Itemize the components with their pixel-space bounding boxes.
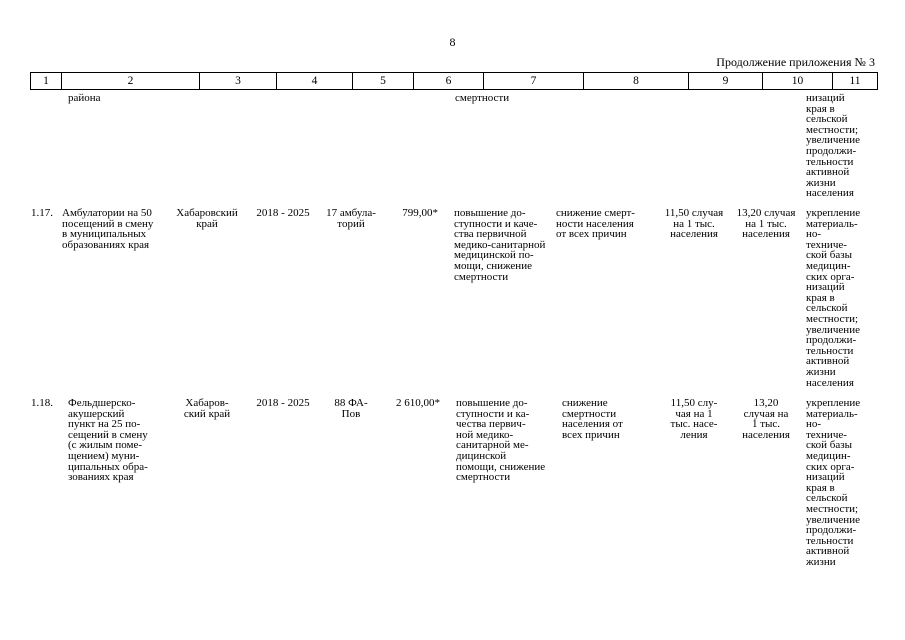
period: 2018 - 2025 [256, 207, 310, 219]
base-value: 11,50 слу- чая на 1 тыс. насе- ления [670, 397, 718, 441]
header-col-11: 11 [832, 73, 877, 89]
cost: 799,00* [402, 207, 438, 219]
header-col-10: 10 [762, 73, 832, 89]
header-col-7: 7 [483, 73, 583, 89]
quantity: 88 ФА- Пов [334, 397, 368, 420]
target-value: 13,20 случая на 1 тыс. населения [742, 397, 790, 441]
header-col-4: 4 [276, 73, 352, 89]
header-col-3: 3 [199, 73, 276, 89]
carry-col-7: смертности [455, 92, 510, 104]
row-number: 1.18. [31, 397, 53, 409]
quantity: 17 амбула- торий [326, 207, 376, 230]
header-col-9: 9 [688, 73, 762, 89]
base-value: 11,50 случая на 1 тыс. населения [664, 207, 724, 241]
header-col-5: 5 [352, 73, 413, 89]
region: Хабаровский край [176, 207, 238, 230]
continuation-note: Продолжение приложения № 3 [716, 55, 875, 69]
period: 2018 - 2025 [256, 397, 310, 409]
table-header [30, 72, 878, 90]
goal: повышение до- ступности и ка- чества первич- ной медико- санитарной ме- дицинской помощи, снижение смертности [456, 397, 546, 484]
page-number: 8 [449, 35, 456, 49]
header-col-8: 8 [583, 73, 688, 89]
target-value: 13,20 случая на 1 тыс. населения [736, 207, 796, 241]
carry-col-11: низаций края в сельской местности; увеличение продолжи- тельности активной жизни населения [806, 92, 860, 200]
object-name: Фельдшерско- акушерский пункт на 25 по- сещений в смену (с жилым поме- щением) муни- ципальных обра- зованиях края [68, 397, 148, 484]
cost: 2 610,00* [396, 397, 440, 409]
row-number: 1.17. [31, 207, 53, 219]
header-col-6: 6 [413, 73, 483, 89]
effect: укрепление материаль- но- техниче- ской базы медицин- ских орга- низаций края в сельской местности; увеличение продолжи- тельности активной жизни населения [806, 207, 861, 389]
region: Хабаров- ский край [183, 397, 231, 420]
indicator: снижение смерт- ности населения от всех причин [556, 207, 635, 241]
carry-col-2: района [68, 92, 101, 104]
goal: повышение до- ступности и каче- ства первичной медико-санитарной медицинской по- мощи, снижение смертности [454, 207, 546, 283]
effect: укрепление материаль- но- техниче- ской базы медицин- ских орга- низаций края в сельской местности; увеличение продолжи- тельности активной жизни [806, 397, 861, 568]
object-name: Амбулатории на 50 посещений в смену в муниципальных образованиях края [62, 207, 154, 251]
header-col-1: 1 [43, 75, 49, 87]
indicator: снижение смертности населения от всех причин [562, 397, 623, 441]
header-col-2: 2 [61, 73, 199, 89]
